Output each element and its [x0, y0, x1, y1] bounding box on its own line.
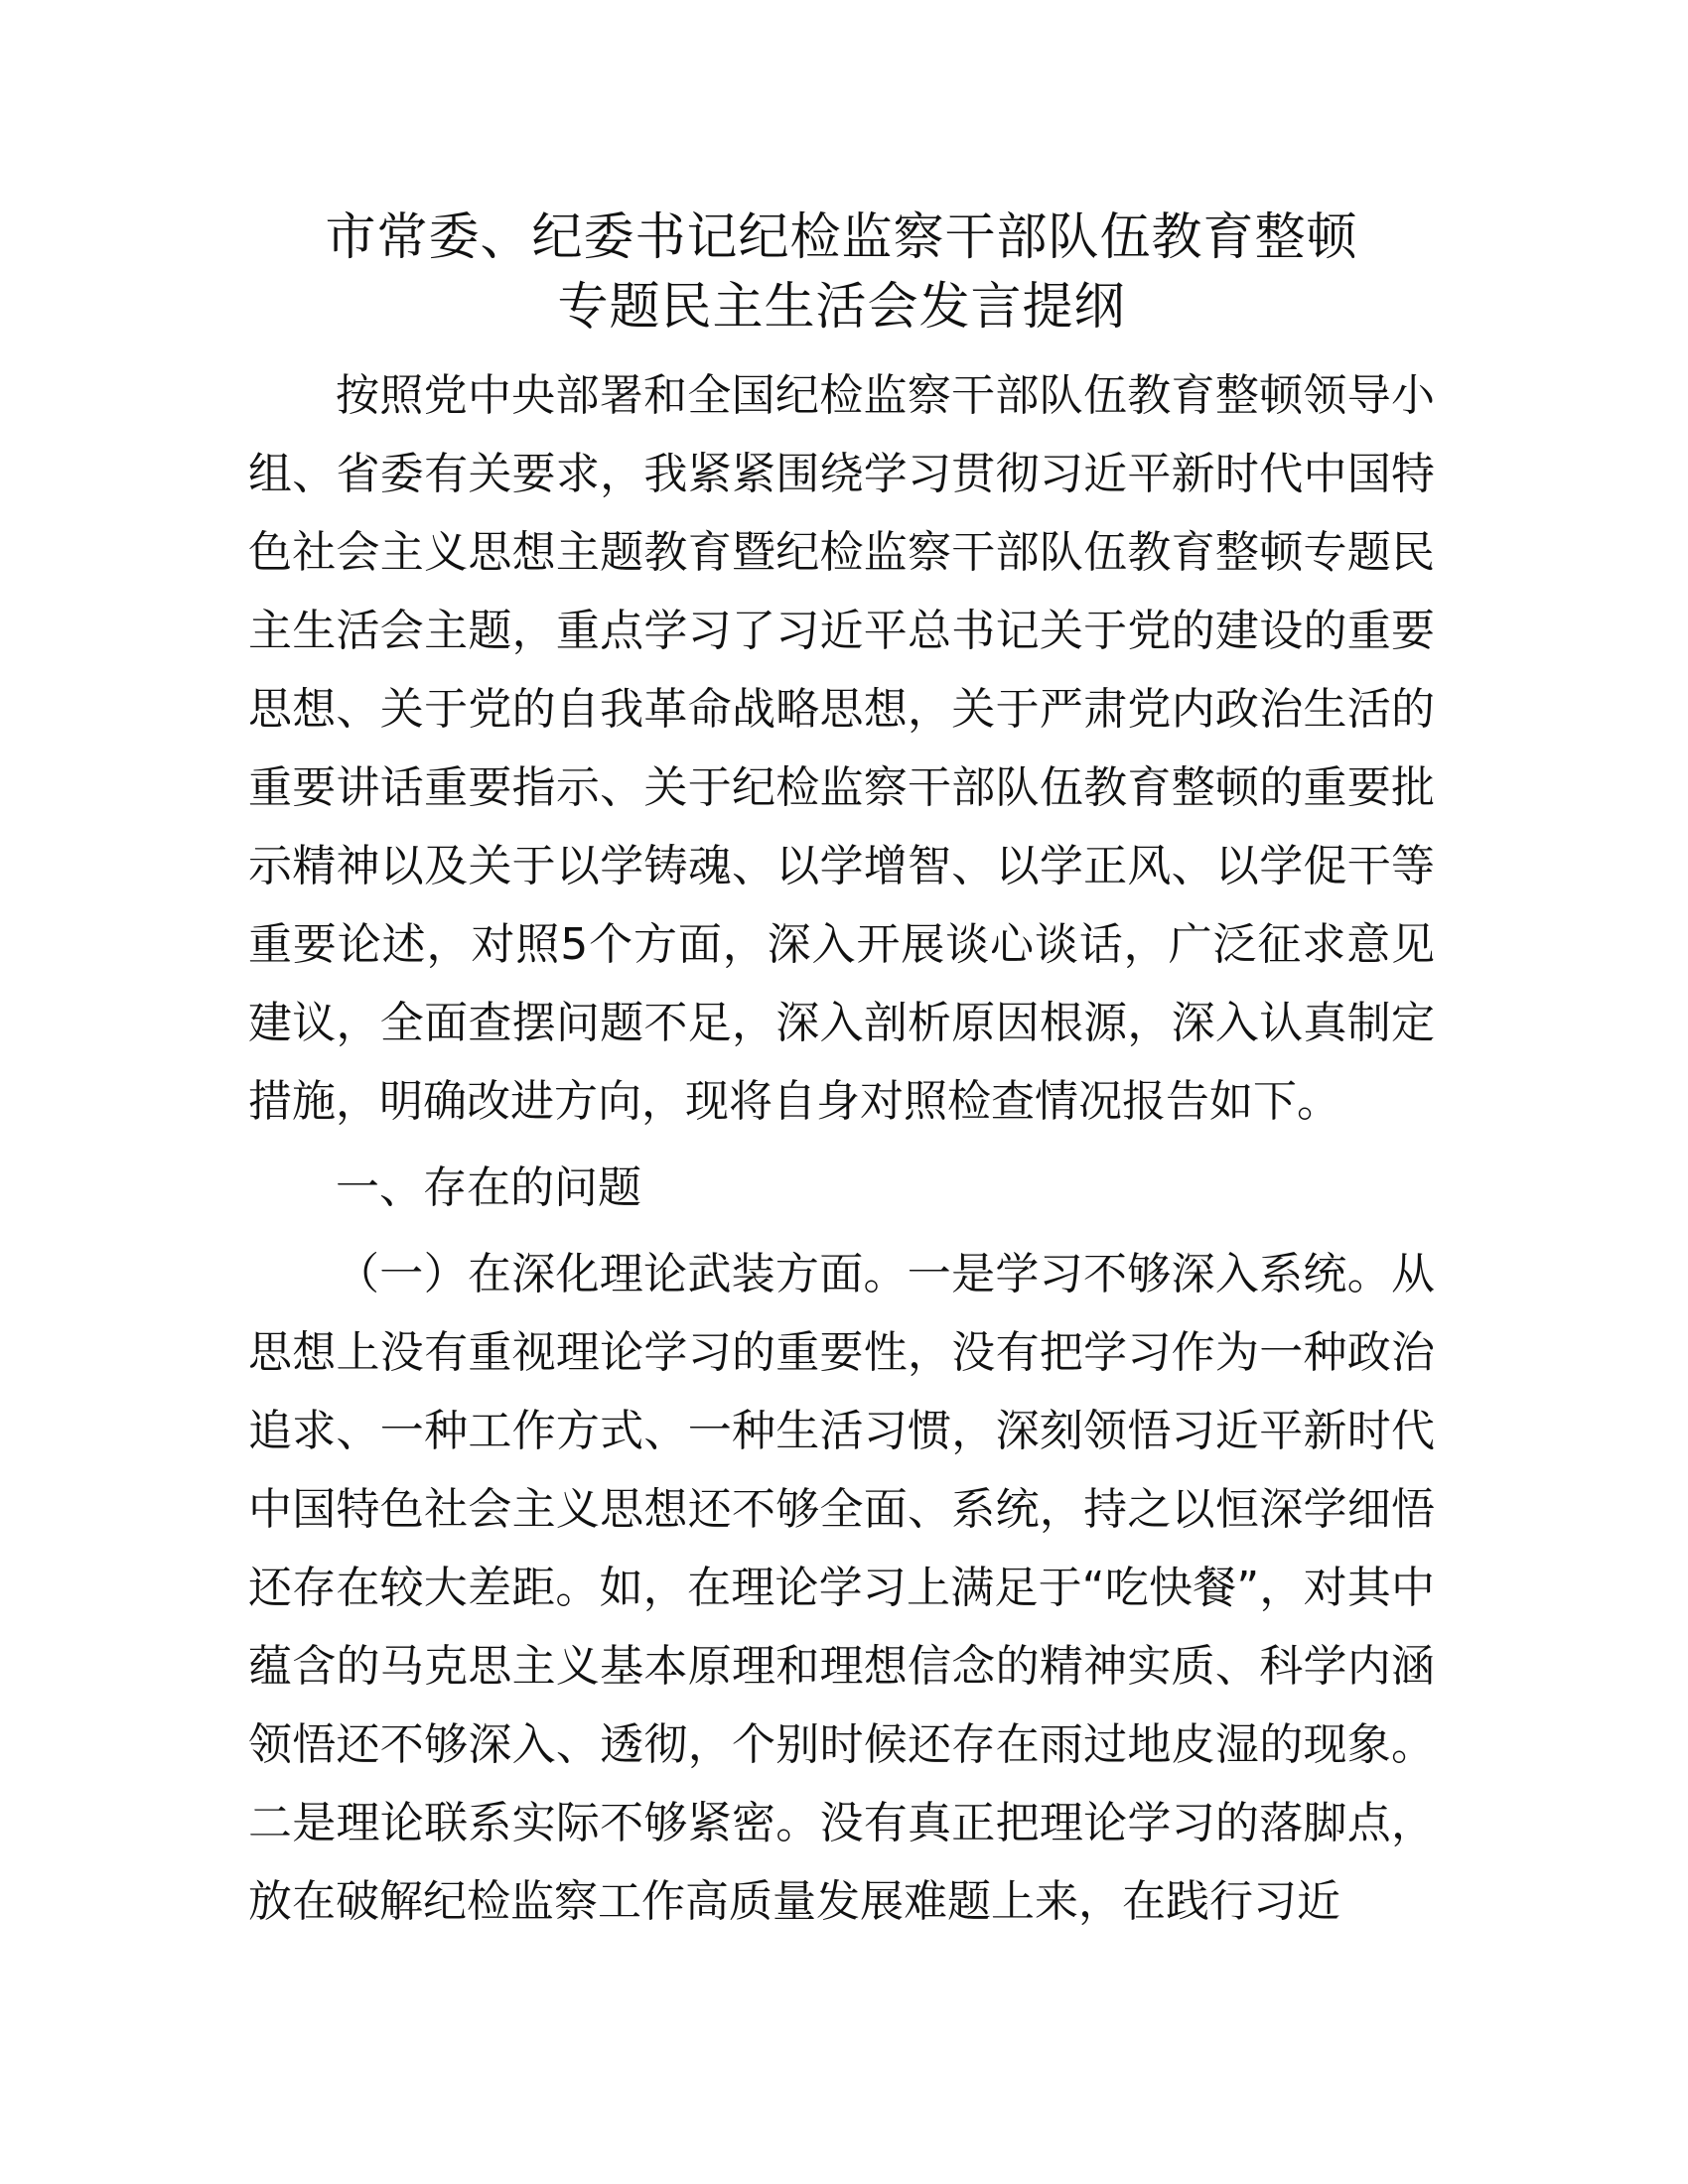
title-line-2: 专题民主生活会发言提纲 [557, 278, 1126, 337]
intro-paragraph: 按照党中央部署和全国纪检监察干部队伍教育整顿领导小组、省委有关要求，我紧紧围绕学习贯彻习近平新时代中国特色社会主义思想主题教育暨纪检监察干部队伍教育整顿专题民主生活会主题，重点学习了习近平总书记关于党的建设的重要思想、关于党的自我革命战略思想，关于严肃党内政治生活的重要讲话重要指示、关于纪检监察干部队伍教育整顿的重要批示精神以及关于以学铸魂、以学增智、以学正风、以学促干等重要论述，对照5个方面，深入开展谈心谈话，广泛征求意见建议，全面查摆问题不足，深入剖析原因根源，深入认真制定措施，明确改进方向，现将自身对照检查情况报告如下。 [248, 370, 1435, 1127]
document-title [248, 204, 1435, 342]
section-1-paragraph: （一）在深化理论武装方面。一是学习不够深入系统。从思想上没有重视理论学习的重要性，没有把学习作为一种政治追求、一种工作方式、一种生活习惯，深刻领悟习近平新时代中国特色社会主义思想还不够全面、系统，持之以恒深学细悟还存在较大差距。如，在理论学习上满足于“吃快餐”，对其中蕴含的马克思主义基本原理和理想信念的精神实质、科学内涵领悟还不够深入、透彻，个别时候还存在雨过地皮湿的现象。二是理论联系实际不够紧密。没有真正把理论学习的落脚点，放在破解纪检监察工作高质量发展难题上来，在践行习近 [248, 1249, 1435, 1927]
section-heading: 一、存在的问题 [336, 1162, 641, 1213]
title-line-1: 市常委、纪委书记纪检监察干部队伍教育整顿 [325, 208, 1358, 267]
document-page [248, 204, 1435, 1941]
